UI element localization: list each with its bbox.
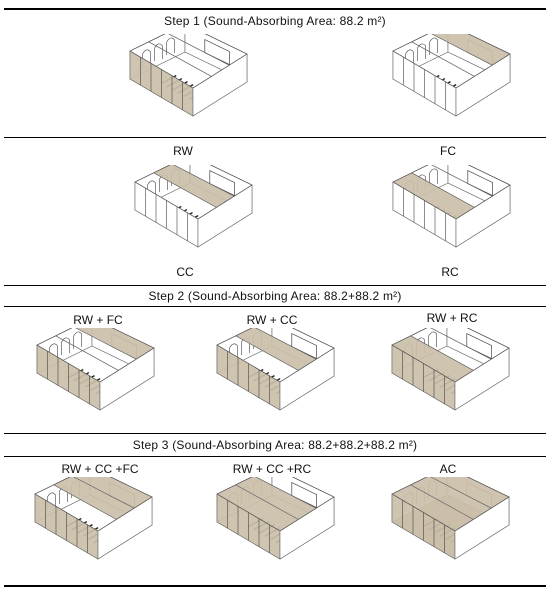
label-ac: AC: [439, 462, 457, 476]
top-rule: [4, 8, 546, 10]
step-divider-rule: [4, 285, 546, 286]
room-diagram-rw-cc-rc: [212, 477, 337, 578]
room-diagram-rw-rc: [387, 328, 512, 429]
room-diagram-rw-cc-fc: [30, 477, 155, 578]
step-3-heading: Step 3 (Sound-Absorbing Area: 88.2+88.2+88.2 m²): [132, 438, 418, 452]
room-diagram-rw: [125, 34, 250, 135]
room-svg: [32, 328, 157, 424]
room-svg: [388, 34, 513, 130]
label-fc: FC: [440, 144, 456, 158]
label-rw-cc-fc: RW + CC +FC: [61, 462, 139, 476]
room-svg: [212, 328, 337, 424]
label-rw: RW: [173, 144, 193, 158]
step-1-heading: Step 1 (Sound-Absorbing Area: 88.2 m²): [164, 14, 386, 28]
room-diagram-rw-fc: [32, 328, 157, 429]
room-diagram-ac: [387, 477, 512, 578]
room-svg: [30, 477, 155, 573]
label-rw-cc: RW + CC: [246, 313, 298, 327]
label-rw-rc: RW + RC: [426, 311, 478, 325]
room-svg: [125, 34, 250, 130]
label-rc: RC: [441, 265, 459, 279]
divider-rule: [4, 137, 546, 138]
divider-rule: [4, 456, 546, 457]
room-diagram-rw-cc: [212, 328, 337, 429]
step-2-heading: Step 2 (Sound-Absorbing Area: 88.2+88.2 m²): [148, 289, 402, 303]
bottom-rule: [4, 585, 546, 587]
room-diagram-rc: [388, 165, 513, 266]
label-rw-cc-rc: RW + CC +RC: [232, 462, 312, 476]
step-divider-rule: [4, 433, 546, 434]
room-diagram-cc: [130, 165, 255, 266]
room-svg: [130, 165, 255, 261]
room-diagram-fc: [388, 34, 513, 135]
room-svg: [388, 165, 513, 261]
label-cc: CC: [176, 265, 194, 279]
divider-rule: [4, 306, 546, 307]
room-svg: [212, 477, 337, 573]
room-svg: [387, 328, 512, 424]
room-svg: [387, 477, 512, 573]
label-rw-fc: RW + FC: [73, 313, 123, 327]
